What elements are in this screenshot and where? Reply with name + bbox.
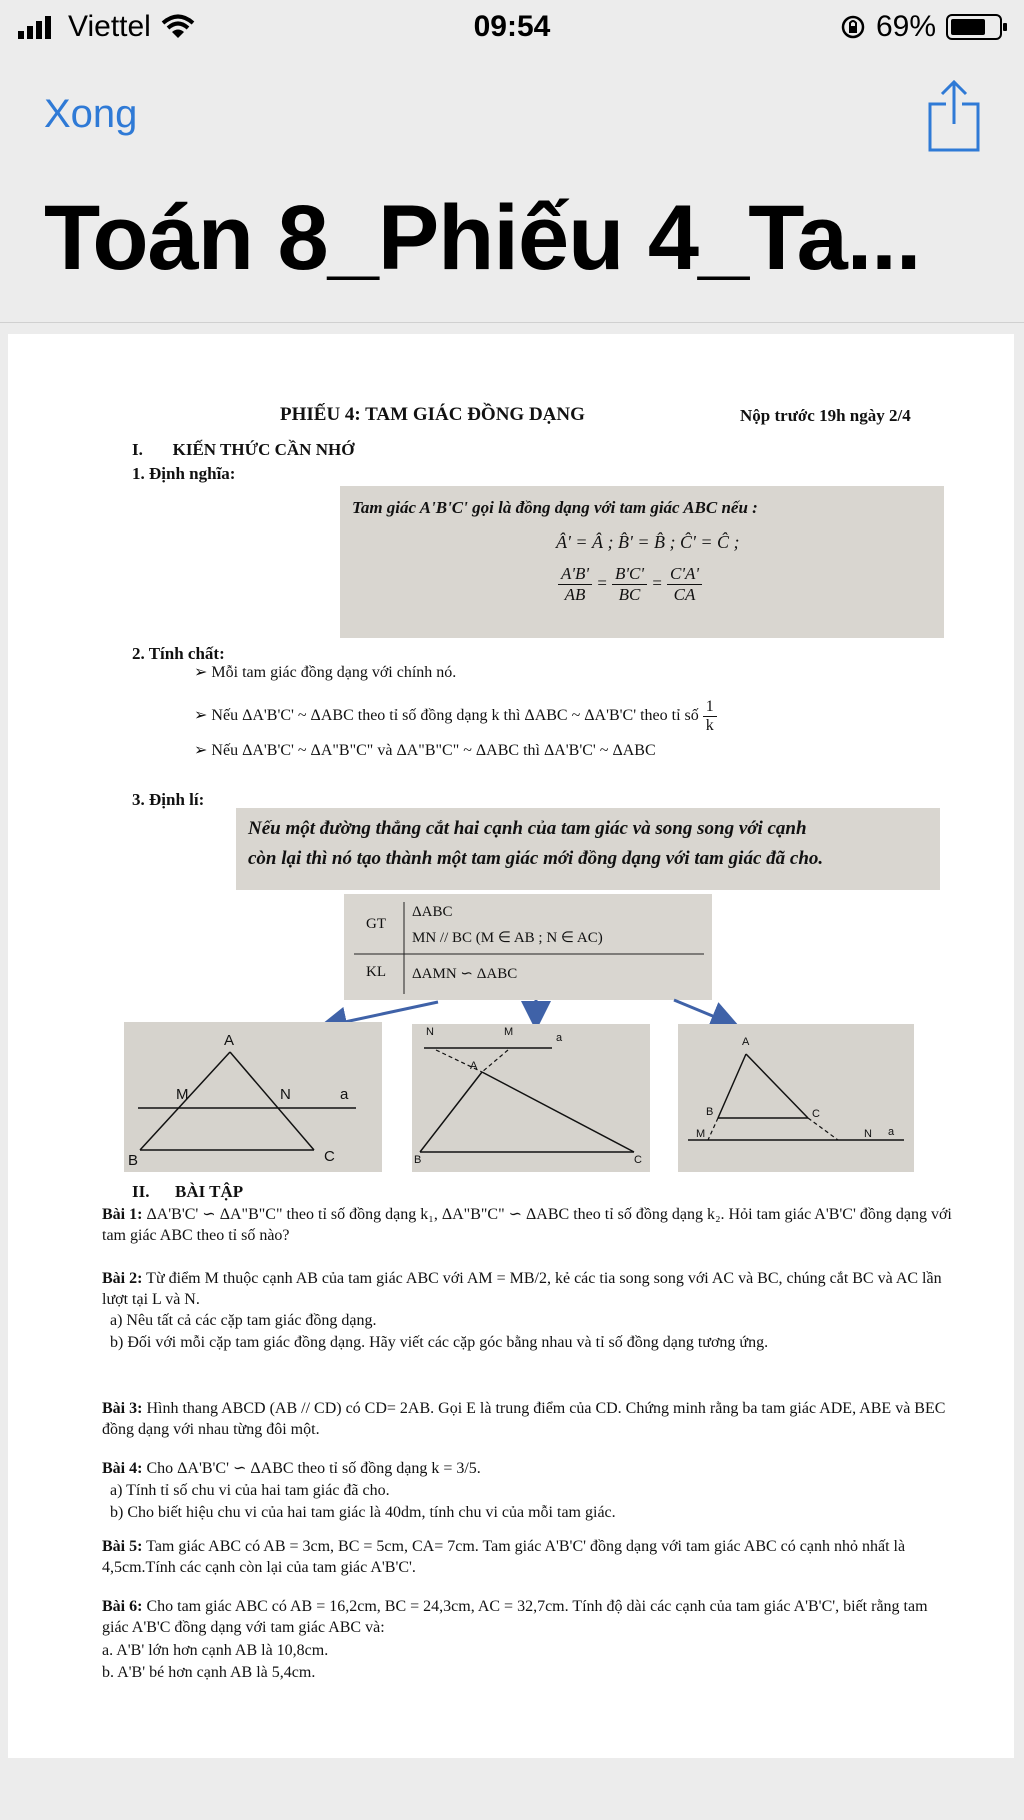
definition-text: Tam giác A'B'C' gọi là đồng dạng với tam giác ABC nếu : <box>352 498 758 517</box>
line-label: a <box>888 1126 895 1138</box>
exercise-text: Cho ΔA'B'C' ∽ ΔABC theo tỉ số đồng dạng k = 3/5. <box>146 1460 481 1477</box>
exercise-3 <box>102 1398 952 1440</box>
line-label: a <box>340 1086 349 1103</box>
ratio-numerator: C'A' <box>667 564 702 585</box>
gt-line: ΔABC <box>412 904 453 920</box>
kl-line: ΔAMN ∽ ΔABC <box>412 966 518 982</box>
done-button[interactable]: Xong <box>44 92 138 136</box>
exercise-5 <box>102 1536 952 1578</box>
gt-label: GT <box>366 916 386 932</box>
exercise-4 <box>102 1458 952 1479</box>
property-text: Mỗi tam giác đồng dạng với chính nó. <box>211 664 457 681</box>
orientation-lock-icon <box>840 14 866 40</box>
exercise-text: ΔA'B'C' ∽ ΔA"B"C" theo tỉ số đồng dạng k₁, ΔA"B"C" ∽ ΔABC theo tỉ số đồng dạng k₂. Hỏi tam giác A'B'C' đồng dạng với tam giác ABC theo tỉ số nào? <box>102 1206 952 1244</box>
property-text: Nếu ΔA'B'C' ~ ΔA"B"C" và ΔA"B"C" ~ ΔABC thì ΔA'B'C' ~ ΔABC <box>211 742 656 759</box>
ratio-denominator: CA <box>673 585 696 604</box>
exercise-part: a) Nêu tất cả các cặp tam giác đồng dạng. <box>110 1312 377 1329</box>
exercise-label: Bài 3: <box>102 1400 143 1417</box>
figure-3 <box>678 1024 914 1172</box>
exercise-part: b) Cho biết hiệu chu vi của hai tam giác là 40dm, tính chu vi của mỗi tam giác. <box>110 1504 616 1521</box>
status-right <box>840 10 1008 44</box>
ratio-denominator: BC <box>618 585 641 604</box>
exercise-part: b) Đối với mỗi cặp tam giác đồng dạng. Hãy viết các cặp góc bằng nhau và tỉ số đồng dạng tương ứng. <box>110 1334 769 1351</box>
point-label: A <box>224 1032 235 1049</box>
section-heading: I. KIẾN THỨC CẦN NHỚ <box>132 440 355 459</box>
battery-percent: 69% <box>875 10 936 43</box>
point-label: M <box>176 1086 189 1103</box>
subsection-heading: 3. Định lí: <box>132 790 205 809</box>
share-icon[interactable] <box>926 78 982 154</box>
document-page[interactable] <box>8 334 1014 1758</box>
section-heading: II. BÀI TẬP <box>132 1182 244 1201</box>
exercise-label: Bài 1: <box>102 1206 143 1223</box>
ratio-numerator: B'C' <box>612 564 647 585</box>
line-label: a <box>556 1032 563 1044</box>
property-text: Nếu ΔA'B'C' ~ ΔABC theo tỉ số đồng dạng k thì ΔABC ~ ΔA'B'C' theo tỉ số <box>211 707 699 725</box>
navigation-bar <box>0 58 1024 168</box>
point-label: A <box>742 1036 750 1048</box>
exercise-text: Tam giác ABC có AB = 3cm, BC = 5cm, CA= 7cm. Tam giác A'B'C' đồng dạng với tam giác ABC có cạnh nhỏ nhất là 4,5cm.Tính các cạnh còn lại của tam giác A'B'C'. <box>102 1538 906 1576</box>
figure-1 <box>124 1022 382 1172</box>
gt-line: MN // BC (M ∈ AB ; N ∈ AC) <box>412 930 603 946</box>
property-item: ➢ Nếu ΔA'B'C' ~ ΔA"B"C" và ΔA"B"C" ~ ΔABC thì ΔA'B'C' ~ ΔABC <box>194 742 656 759</box>
battery-icon <box>946 13 1008 41</box>
document-title: Toán 8_Phiếu 4_Ta... <box>44 187 921 289</box>
point-label: C <box>812 1108 820 1120</box>
point-label: N <box>864 1128 872 1140</box>
exercise-label: Bài 6: <box>102 1598 143 1615</box>
fraction-denominator: k <box>705 717 714 734</box>
theorem-line: còn lại thì nó tạo thành một tam giác mới đồng dạng với tam giác đã cho. <box>248 848 824 869</box>
definition-ratios: $\frac{A'B'}{AB}$ = $\frac{B'C'}{BC}$ = $\frac{C'A'}{CA}$ <box>558 564 702 605</box>
point-label: N <box>426 1026 434 1038</box>
point-label: C <box>634 1154 642 1166</box>
exercise-part: a) Tính tỉ số chu vi của hai tam giác đã cho. <box>110 1482 390 1499</box>
point-label: B <box>706 1106 714 1118</box>
status-bar <box>0 0 1024 58</box>
point-label: M <box>696 1128 706 1140</box>
point-label: B <box>128 1152 139 1169</box>
property-item: ➢ Nếu ΔA'B'C' ~ ΔABC theo tỉ số đồng dạng k thì ΔABC ~ ΔA'B'C' theo tỉ số $\frac{1}{k}$ <box>194 698 717 735</box>
subsection-heading: 1. Định nghĩa: <box>132 464 236 483</box>
subsection-heading: 2. Tính chất: <box>132 644 225 663</box>
arrows <box>8 334 1014 1054</box>
exercise-text: Từ điểm M thuộc cạnh AB của tam giác ABC với AM = MB/2, kẻ các tia song song với AC và BC, chúng cắt BC và AC lần lượt tại L và N. <box>102 1270 942 1308</box>
ratio-denominator: AB <box>564 585 586 604</box>
point-label: A <box>470 1060 478 1072</box>
exercise-text: Cho tam giác ABC có AB = 16,2cm, BC = 24,3cm, AC = 32,7cm. Tính độ dài các cạnh của tam giác A'B'C', biết rằng tam giác A'B'C đồng dạng với tam giác ABC và: <box>102 1598 928 1636</box>
exercise-text: Hình thang ABCD (AB // CD) có CD= 2AB. Gọi E là trung điểm của CD. Chứng minh rằng ba tam giác ADE, ABE và BEC đồng dạng với nhau từng đôi một. <box>102 1400 946 1438</box>
exercise-label: Bài 4: <box>102 1460 143 1477</box>
arrow-right <box>674 1000 732 1024</box>
carrier-name: Viettel <box>68 10 151 43</box>
ratio-numerator: A'B' <box>558 564 592 585</box>
point-label: C <box>324 1148 335 1165</box>
doc-deadline: Nộp trước 19h ngày 2/4 <box>740 406 911 425</box>
point-label: N <box>280 1086 291 1103</box>
exercise-1 <box>102 1204 952 1246</box>
doc-header: PHIẾU 4: TAM GIÁC ĐỒNG DẠNG <box>280 404 585 425</box>
property-item: ➢ Mỗi tam giác đồng dạng với chính nó. <box>194 664 457 681</box>
figure-2 <box>412 1024 650 1172</box>
point-label: M <box>504 1026 514 1038</box>
definition-angles: Â' = Â ; B̂' = B̂ ; Ĉ' = Ĉ ; <box>556 532 740 552</box>
exercise-6 <box>102 1596 952 1638</box>
exercise-part: b. A'B' bé hơn cạnh AB là 5,4cm. <box>102 1664 316 1681</box>
clock: 09:54 <box>473 10 551 43</box>
kl-label: KL <box>366 964 386 980</box>
fraction-numerator: 1 <box>703 698 717 717</box>
exercise-2 <box>102 1268 952 1310</box>
point-label: B <box>414 1154 422 1166</box>
exercise-part: a. A'B' lớn hơn cạnh AB là 10,8cm. <box>102 1642 329 1659</box>
divider <box>0 322 1024 323</box>
exercise-label: Bài 2: <box>102 1270 143 1287</box>
exercise-label: Bài 5: <box>102 1538 143 1555</box>
theorem-line: Nếu một đường thẳng cắt hai cạnh của tam giác và song song với cạnh <box>248 818 807 839</box>
